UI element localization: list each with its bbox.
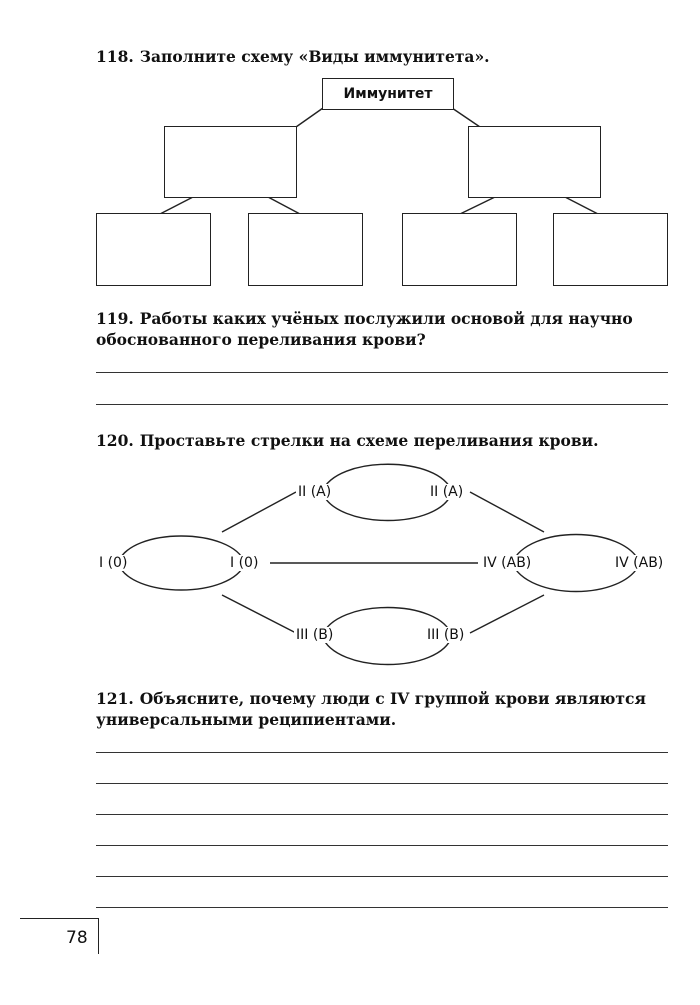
question-number: 120. xyxy=(96,431,134,450)
answer-line[interactable] xyxy=(96,752,668,753)
blood-group-label: IV (AB) xyxy=(483,555,532,571)
question-text: Объясните, почему люди с IV группой крови являются универсальными реципиентами. xyxy=(96,689,646,729)
blood-group-label: II (A) xyxy=(298,484,332,500)
question-text: Проставьте стрелки на схеме переливания крови. xyxy=(139,431,599,450)
question-number: 121. xyxy=(96,689,134,708)
blood-group-label: IV (AB) xyxy=(615,555,664,571)
page-number: 78 xyxy=(66,928,88,948)
answer-line[interactable] xyxy=(96,814,668,815)
answer-line[interactable] xyxy=(96,876,668,877)
question-121 xyxy=(96,688,668,730)
page-number-rule xyxy=(98,918,99,954)
link-i0-iiib xyxy=(222,595,296,633)
answer-line[interactable] xyxy=(96,907,668,908)
question-number: 119. xyxy=(96,309,134,328)
arc-i0-top xyxy=(118,536,245,563)
blood-group-label: III (B) xyxy=(296,627,334,643)
immunity-root-label: Иммунитет xyxy=(343,86,433,102)
arc-i0-bottom xyxy=(118,563,245,590)
blood-group-label: I (0) xyxy=(230,555,259,571)
blood-group-label: III (B) xyxy=(427,627,465,643)
page-number-rule xyxy=(20,918,98,919)
blood-group-label: II (A) xyxy=(430,484,464,500)
answer-line[interactable] xyxy=(96,783,668,784)
link-iia-ivab xyxy=(470,492,544,532)
answer-line[interactable] xyxy=(96,845,668,846)
blood-group-label: I (0) xyxy=(99,555,128,571)
question-text: Работы каких учёных послужили основой для научно обоснованного переливания крови? xyxy=(96,309,633,349)
link-i0-iia xyxy=(222,492,296,532)
question-text: Заполните схему «Виды иммунитета». xyxy=(139,47,490,66)
question-number: 118. xyxy=(96,47,134,66)
link-iiib-ivab xyxy=(470,595,544,633)
